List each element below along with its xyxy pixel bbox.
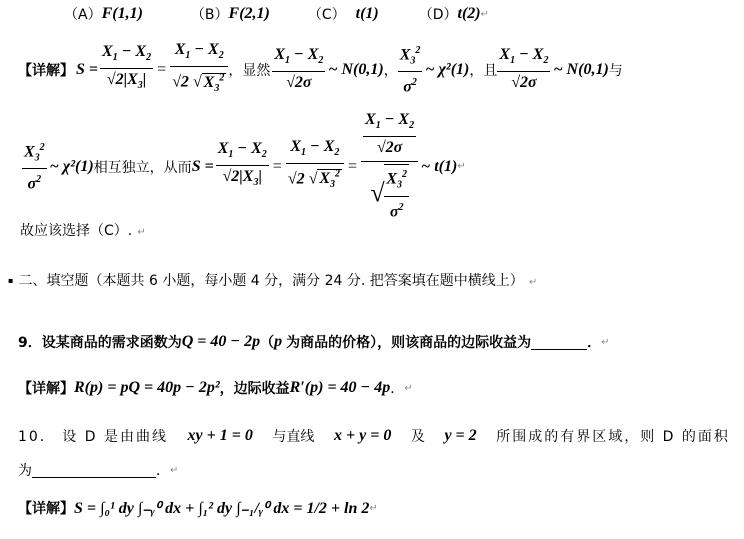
- comma: ，: [383, 62, 398, 79]
- numerator: $X_3^2$: [398, 41, 423, 73]
- dist-t: ~ t(1): [421, 157, 458, 175]
- option-b-label: （B）: [190, 7, 229, 23]
- compound-fraction: [361, 110, 418, 223]
- inner-fraction-2: [384, 164, 409, 223]
- q10-text1: 10． 设 D 是由曲线: [18, 429, 168, 445]
- denominator: $√2|X_3|$: [106, 71, 147, 92]
- denominator: $\sigma^2$: [403, 77, 417, 96]
- equals: =: [153, 60, 171, 78]
- q9-text1: 9．设某商品的需求函数为: [18, 335, 182, 351]
- conclusion-text: 故应该选择（C）.: [20, 223, 133, 239]
- d9-expr1: R(p) = pQ = 40p − 2p²: [74, 379, 220, 396]
- denominator: $√2|X_3|$: [222, 168, 262, 189]
- detail-tag: 【详解】: [18, 62, 74, 79]
- denominator: √2 √ $X_3^2$: [172, 72, 225, 94]
- text-yu: 与: [608, 62, 623, 79]
- fraction-x3-sigma: [398, 41, 423, 99]
- bullet: ▪: [8, 276, 14, 285]
- compound-denominator: [361, 162, 418, 223]
- q10-text5: 为: [18, 463, 32, 479]
- denominator: $\sigma^2$: [389, 201, 404, 221]
- numerator: $X_3^2$: [22, 138, 47, 170]
- equals: =: [268, 157, 286, 175]
- detail-9: [18, 378, 413, 398]
- answer-blank[interactable]: [32, 463, 156, 478]
- d10-expr: S = ∫₀¹ dy ∫₋ᵧ⁰ dx + ∫₁² dy ∫₋₁/ᵧ⁰ dx = 1/2 + ln 2: [74, 500, 370, 517]
- numerator: $X_1 - X_2$: [286, 137, 344, 164]
- d9-expr2: R′(p) = 40 − 4p: [289, 379, 391, 396]
- denominator: √2 √ $X_3^2$: [287, 168, 341, 191]
- sqrt-sign: √: [370, 178, 385, 208]
- text-qie: ，且: [469, 62, 498, 79]
- return-mark: ↵: [404, 382, 413, 394]
- fraction-normal: [272, 45, 325, 94]
- dist-chi-2: ~ χ²(1): [49, 157, 94, 175]
- q9-text2: （: [260, 335, 275, 351]
- question-9: [18, 332, 610, 352]
- option-d-expr: t(2): [457, 5, 481, 22]
- return-mark: ↵: [480, 8, 490, 20]
- d9-text1: ，边际收益: [219, 381, 290, 397]
- numerator: $X_1 - X_2$: [216, 139, 269, 166]
- inner-fraction: [363, 110, 416, 159]
- q10-expr1: xy + 1 = 0: [187, 427, 253, 444]
- denominator: √2σ: [376, 139, 403, 157]
- q9-text3: 为商品的价格），则该商品的边际收益为: [286, 335, 532, 351]
- return-mark: ↵: [369, 502, 378, 514]
- denominator: √2σ: [286, 74, 312, 92]
- question-10: [18, 426, 730, 446]
- answer-blank[interactable]: [531, 335, 587, 350]
- compound-numerator: [361, 110, 418, 162]
- q9-expr1: Q = 40 − 2p: [181, 333, 261, 350]
- detail-tag: 【详解】: [18, 381, 74, 397]
- options-line: [64, 4, 489, 24]
- dist-chi: ~ χ²(1): [425, 60, 470, 78]
- section-heading: [8, 270, 537, 290]
- detail1b-line: [22, 110, 466, 223]
- q10-text3: 及: [410, 429, 425, 445]
- text-independent: 相互独立，从而: [93, 159, 192, 176]
- return-mark: ↵: [137, 227, 146, 238]
- option-a-label: （A）: [64, 7, 102, 23]
- option-c-expr: t(1): [355, 5, 379, 22]
- numerator: $X_1 - X_2$: [100, 42, 153, 69]
- dist-normal-2: ~ N(0,1): [553, 60, 609, 78]
- return-mark: ↵: [457, 161, 466, 173]
- equals: =: [344, 157, 362, 175]
- return-mark: ↵: [170, 464, 179, 476]
- s-lead-2: S =: [191, 157, 214, 175]
- q9-expr2: p: [274, 333, 283, 350]
- numerator: $X_1 - X_2$: [170, 40, 228, 67]
- text-xianran: ，显然: [228, 62, 271, 79]
- denominator: $\sigma^2$: [27, 174, 42, 193]
- s-lead: S =: [76, 60, 99, 78]
- numerator: $X_1 - X_2$: [497, 45, 550, 72]
- option-a-expr: F(1,1): [101, 5, 143, 22]
- d9-text2: ．: [390, 381, 405, 397]
- option-d-label: （D）: [418, 7, 458, 23]
- numerator: $X_1 - X_2$: [363, 110, 416, 137]
- conclusion-line: [20, 220, 146, 240]
- fraction-s3: [216, 139, 269, 194]
- option-c-label: （C）: [307, 7, 346, 23]
- option-b-expr: F(2,1): [228, 5, 270, 22]
- q10-expr2: x + y = 0: [333, 427, 392, 444]
- dist-normal: ~ N(0,1): [328, 60, 384, 78]
- q9-text4: ．: [587, 335, 602, 351]
- q10-text4: 所围成的有界区域，则 D 的面积: [496, 429, 730, 445]
- return-mark: ↵: [528, 277, 538, 288]
- section-text: 二、填空题（本题共 6 小题，每小题 4 分，满分 24 分. 把答案填在题中横线上）: [18, 273, 524, 289]
- detail-10: [18, 498, 378, 518]
- q10-text2: 与直线: [272, 429, 315, 445]
- fraction-x3-sigma-2: [22, 138, 47, 196]
- fraction-s2: [170, 40, 228, 100]
- numerator: $X_3^2$: [384, 165, 409, 197]
- detail-tag: 【详解】: [18, 501, 74, 517]
- fraction-s4: [286, 137, 344, 197]
- q10-expr3: y = 2: [444, 427, 477, 444]
- fraction-s1: [100, 42, 153, 97]
- return-mark: ↵: [601, 336, 610, 348]
- fraction-normal-2: [497, 45, 550, 94]
- question-10-cont: [18, 460, 178, 480]
- q10-text6: ．: [156, 463, 170, 479]
- detail1-line: [18, 40, 623, 100]
- numerator: $X_1 - X_2$: [272, 45, 325, 72]
- denominator: √2σ: [511, 74, 537, 92]
